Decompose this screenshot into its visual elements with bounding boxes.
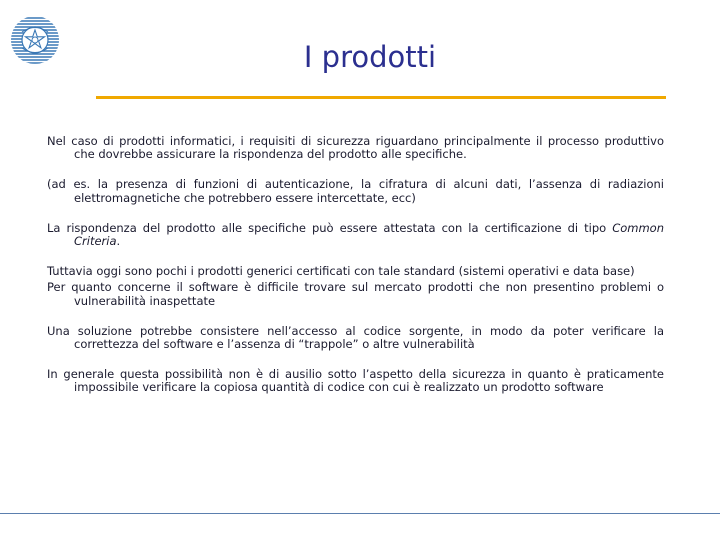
- paragraph: In generale questa possibilità non è di ausilio sotto l’aspetto della sicurezza in quanto è praticamente impossibile verificare la copiosa quantità di codice con cui è realizzato un prodotto software: [47, 367, 664, 395]
- paragraph: Una soluzione potrebbe consistere nell’accesso al codice sorgente, in modo da poter verificare la correttezza del software e l’assenza di “trappole” o altre vulnerabilità: [47, 323, 664, 352]
- paragraph: Tuttavia oggi sono pochi i prodotti generici certificati con tale standard (sistemi operativi e data base): [47, 264, 635, 279]
- paragraph: Nel caso di prodotti informatici, i requisiti di sicurezza riguardano principalmente il processo produttivo che dovrebbe assicurare la rispondenza del prodotto alle specifiche.: [47, 134, 664, 162]
- paragraph: [47, 222, 664, 248]
- paragraph-emphasis: Common Criteria: [74, 220, 664, 249]
- title-underline: [96, 96, 666, 99]
- paragraph: (ad es. la presenza di funzioni di autenticazione, la cifratura di alcuni dati, l’assenza di radiazioni elettromagnetiche che potrebbero essere intercettate, ecc): [47, 177, 664, 205]
- slide-body: [47, 135, 664, 412]
- page-title: I prodotti: [303, 40, 437, 74]
- footer-divider: [0, 513, 720, 514]
- paragraph-text: .: [116, 234, 121, 249]
- paragraph-text: La rispondenza del prodotto alle specifiche può essere attestata con la certificazione di tipo: [47, 220, 613, 235]
- paragraph: Per quanto concerne il software è difficile trovare sul mercato prodotti che non presentino problemi o vulnerabilità inaspettate: [47, 280, 664, 308]
